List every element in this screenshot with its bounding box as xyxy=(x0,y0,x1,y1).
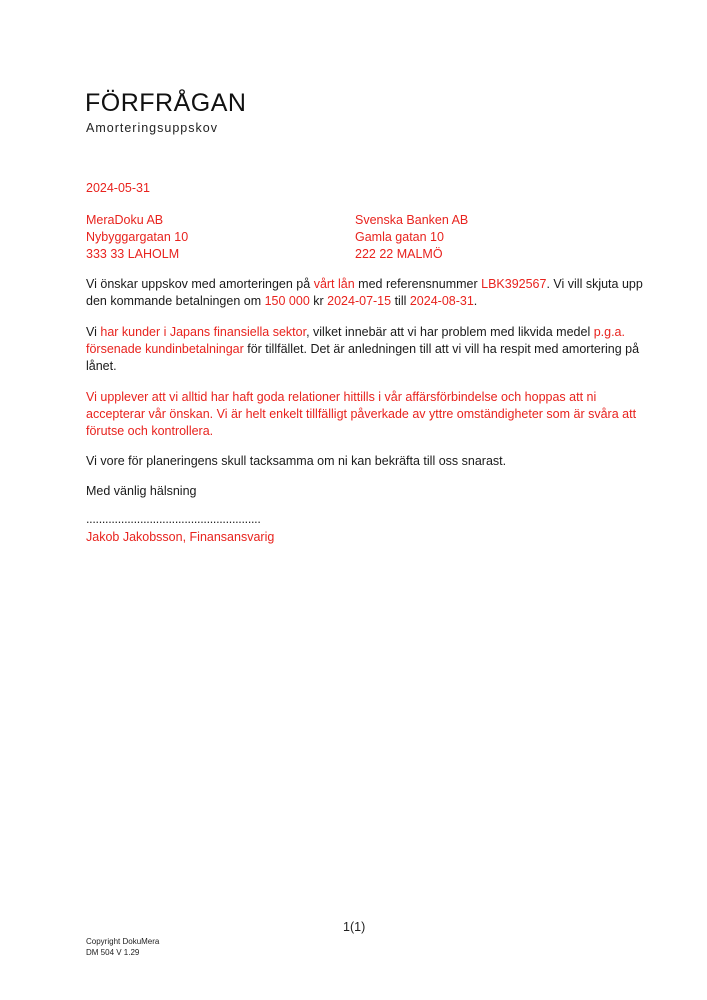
reference-number: LBK392567 xyxy=(481,277,547,291)
p1-text-6: . xyxy=(473,294,478,308)
closing-greeting: Med vänlig hälsning xyxy=(86,484,197,498)
signature-line: ....................................................... xyxy=(86,512,261,526)
p1-text-2: med referensnummer xyxy=(354,277,482,291)
sender-name: MeraDoku AB xyxy=(86,213,164,227)
p2-text-2: , vilket innebär att vi har problem med likvida medel xyxy=(306,325,594,339)
sender-street: Nybyggargatan 10 xyxy=(86,230,189,244)
loan-field: vårt lån xyxy=(313,277,355,291)
recipient-address xyxy=(355,212,468,263)
recipient-postal: 222 22 MALMÖ xyxy=(355,247,443,261)
paragraph-reason xyxy=(86,324,646,375)
cause-field: p.g.a. försenade kundinbetalningar xyxy=(86,325,625,356)
letter-date: 2024-05-31 xyxy=(86,181,150,195)
footer xyxy=(86,936,159,958)
p2-text-1: Vi xyxy=(86,325,101,339)
p1-text-1: Vi önskar uppskov med amorteringen på xyxy=(86,277,314,291)
p1-text-4: kr xyxy=(309,294,328,308)
paragraph-confirmation: Vi vore för planeringens skull tacksamma om ni kan bekräfta till oss snarast. xyxy=(86,454,507,468)
document-title: FÖRFRÅGAN xyxy=(85,89,247,117)
paragraph-relations: Vi upplever att vi alltid har haft goda relationer hittills i vår affärsförbindelse och hoppas att ni accepterar vår önskan. Vi är helt enkelt tillfälligt påverkade av yttre omständigheter som är svåra att förutse och kontrollera. xyxy=(86,390,637,438)
date-from-field: 2024-07-15 xyxy=(327,294,392,308)
reason-field: har kunder i Japans finansiella sektor xyxy=(100,325,307,339)
date-to-field: 2024-08-31 xyxy=(409,294,474,308)
document-subtitle: Amorteringsuppskov xyxy=(86,121,218,135)
amount-field: 150 000 xyxy=(264,294,310,308)
signer-name: Jakob Jakobsson, Finansansvarig xyxy=(86,530,275,544)
p1-text-3: . Vi vill skjuta upp den kommande betalningen om xyxy=(86,277,643,308)
recipient-name: Svenska Banken AB xyxy=(355,213,469,227)
recipient-street: Gamla gatan 10 xyxy=(355,230,444,244)
sender-postal: 333 33 LAHOLM xyxy=(86,247,180,261)
p2-text-3: för tillfället. Det är anledningen till att vi vill ha respit med amortering på lånet. xyxy=(86,342,640,373)
page-number: 1(1) xyxy=(343,920,366,934)
footer-copyright: Copyright DokuMera xyxy=(86,937,160,946)
sender-address xyxy=(86,212,188,263)
footer-doc-id: DM 504 V 1.29 xyxy=(86,948,140,957)
paragraph-request xyxy=(86,276,646,310)
p1-text-5: till xyxy=(391,294,410,308)
